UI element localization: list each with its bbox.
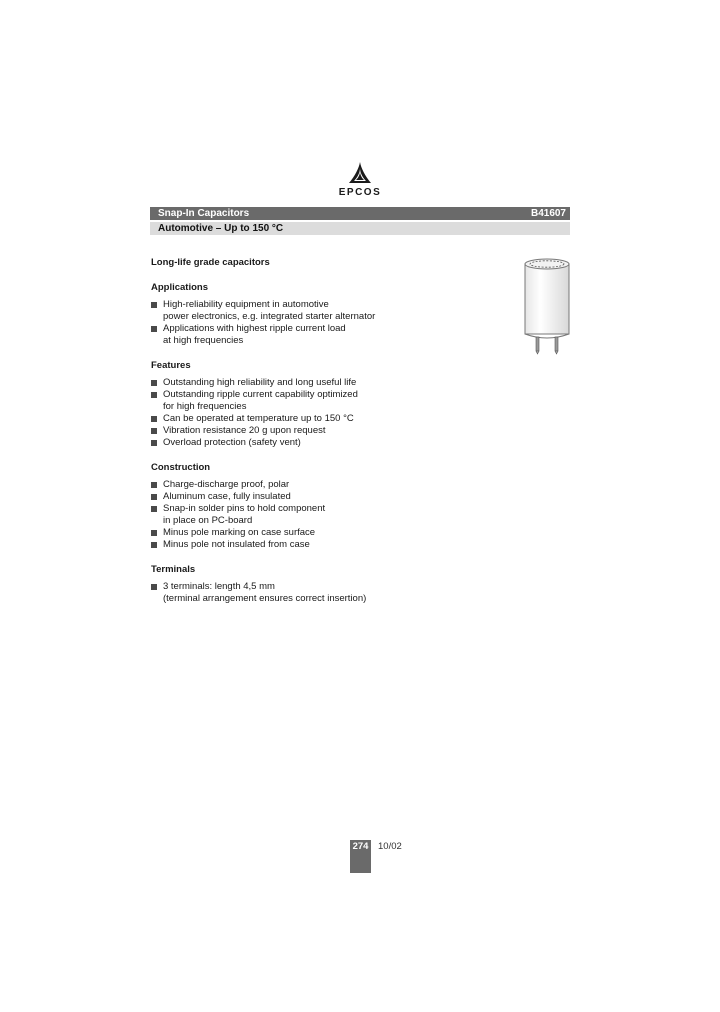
list-item: High-reliability equipment in automotive power electronics, e.g. integrated starter alternator — [151, 299, 511, 323]
list-item: Minus pole marking on case surface — [151, 527, 511, 539]
features-section — [151, 360, 511, 449]
list-item: Minus pole not insulated from case — [151, 539, 511, 551]
construction-section — [151, 462, 511, 551]
intro-section — [151, 257, 511, 269]
section-heading: Applications — [151, 282, 209, 293]
content — [151, 257, 511, 618]
intro-heading: Long-life grade capacitors — [151, 257, 270, 268]
bullet-square-icon — [151, 326, 157, 332]
list-item: Outstanding high reliability and long useful life — [151, 377, 511, 389]
bullet-square-icon — [151, 302, 157, 308]
bullet-square-icon — [151, 392, 157, 398]
bullet-square-icon — [151, 416, 157, 422]
applications-section — [151, 282, 511, 347]
bullet-square-icon — [151, 482, 157, 488]
document-title: Snap-In Capacitors — [158, 208, 250, 219]
bullet-square-icon — [151, 380, 157, 386]
bullet-square-icon — [151, 584, 157, 590]
document-subtitle: Automotive – Up to 150 °C — [158, 223, 284, 234]
bullet-square-icon — [151, 542, 157, 548]
bullet-square-icon — [151, 428, 157, 434]
epcos-logo — [336, 160, 384, 200]
publication-date: 10/02 — [378, 841, 402, 852]
capacitor-image — [522, 258, 572, 358]
list-item: Outstanding ripple current capability optimized for high frequencies — [151, 389, 511, 413]
terminals-section — [151, 564, 511, 605]
list-item: Snap-in solder pins to hold component in place on PC-board — [151, 503, 511, 527]
list-item: 3 terminals: length 4,5 mm (terminal arrangement ensures correct insertion) — [151, 581, 511, 605]
page-number: 274 — [350, 840, 371, 873]
section-heading: Terminals — [151, 564, 196, 575]
bullet-square-icon — [151, 530, 157, 536]
list-item: Can be operated at temperature up to 150 °C — [151, 413, 511, 425]
epcos-triangle-logo-icon — [347, 160, 373, 186]
title-bar — [150, 207, 570, 220]
list-item: Vibration resistance 20 g upon request — [151, 425, 511, 437]
list-item: Charge-discharge proof, polar — [151, 479, 511, 491]
bullet-square-icon — [151, 440, 157, 446]
section-heading: Features — [151, 360, 191, 371]
part-number: B41607 — [530, 208, 566, 219]
section-heading: Construction — [151, 462, 211, 473]
list-item: Applications with highest ripple current load at high frequencies — [151, 323, 511, 347]
subtitle-bar — [150, 222, 570, 235]
brand-name: EPCOS — [338, 187, 382, 198]
list-item: Aluminum case, fully insulated — [151, 491, 511, 503]
bullet-square-icon — [151, 494, 157, 500]
list-item: Overload protection (safety vent) — [151, 437, 511, 449]
bullet-square-icon — [151, 506, 157, 512]
